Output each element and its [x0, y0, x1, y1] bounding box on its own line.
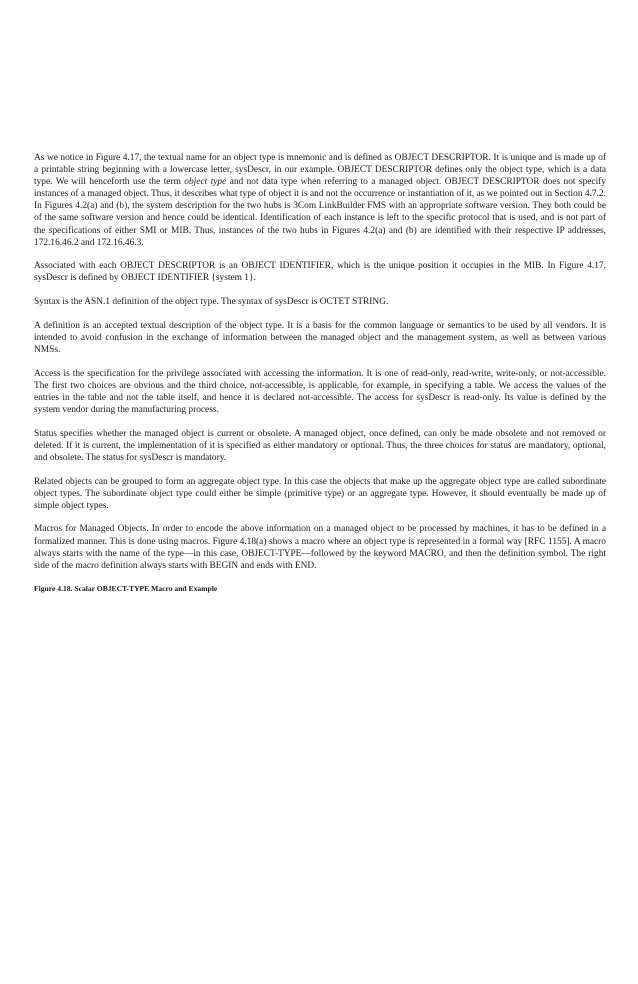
- paragraph-access: Access is the specification for the privilege associated with accessing the information. It is one of read-only, read-write, write-only, or not-accessible. The first two choices are obvious and the third choice, not-accessible, is applicable, for example, in specifying a table. We access the values of the entries in the table and not the table itself, and hence it is declared not-accessible. The access for sysDescr is read-only. Its value is defined by the system vendor during the manufacturing process.: [34, 368, 606, 415]
- document-body: [34, 152, 606, 607]
- paragraph-definition: A definition is an accepted textual description of the object type. It is a basis for the common language or semantics to be used by all vendors. It is intended to avoid confusion in the exchange of information between the managed object and the management system, as well as between various NMSs.: [34, 320, 606, 355]
- paragraph-object-identifier: Associated with each OBJECT DESCRIPTOR is an OBJECT IDENTIFIER, which is the unique position it occupies in the MIB. In Figure 4.17, sysDescr is defined by OBJECT IDENTIFIER {system 1}.: [34, 261, 606, 284]
- paragraph-related-objects: Related objects can be grouped to form an aggregate object type. In this case the objects that make up the aggregate object type are called subordinate object types. The subordinate object type could either be simple (primitive type) or an aggregate type. However, it should eventually be made up of simple object types.: [34, 476, 606, 511]
- paragraph-object-descriptor-italic-term: object type: [184, 177, 227, 188]
- paragraph-object-descriptor-text-1: As we notice in Figure 4.17, the textual name for an object type is mnemonic and is defined as OBJECT DESCRIPTOR. It is unique and is made up of a printable string beginning with a lowercase letter, sysDescr, in our example. OBJECT DESCRIPTOR defines only the object type, which is a data type. We will henceforth use the term: [34, 153, 606, 188]
- paragraph-syntax: Syntax is the ASN.1 definition of the object type. The syntax of sysDescr is OCTET STRING.: [34, 297, 389, 308]
- paragraph-macros: Macros for Managed Objects. In order to encode the above information on a managed object to be processed by machines, it has to be defined in a formalized manner. This is done using macros. Figure 4.18(a) shows a macro where an object type is represented in a formal way [RFC 1155]. A macro always starts with the name of the type—in this case, OBJECT-TYPE—followed by the keyword MACRO, and then the definition symbol. The right side of the macro definition always starts with BEGIN and ends with END.: [34, 524, 606, 571]
- paragraph-object-descriptor-text-2: and not data type when referring to a managed object. OBJECT DESCRIPTOR does not specify instances of a managed object. Thus, it describes what type of object it is and not the occurrence or instantiation of it, as we pointed out in Section 4.7.2. In Figures 4.2(a) and (b), the system description for the two hubs is 3Com LinkBuilder FMS with an appropriate software version. They both could be of the same software version and hence could be identical. Identification of each instance is left to the specific protocol that is used, and is not part of the specifications of either SMI or MIB. Thus, instances of the two hubs in Figures 4.2(a) and (b) are identified with their respective IP addresses, 172.16.46.2 and 172.16.46.3.: [34, 177, 606, 248]
- paragraph-object-descriptor: [34, 152, 606, 249]
- figure-caption: Figure 4.18. Scalar OBJECT-TYPE Macro and Example: [34, 584, 218, 594]
- paragraph-status: Status specifies whether the managed object is current or obsolete. A managed object, once defined, can only be made obsolete and not removed or deleted. If it is current, the implementation of it is specified as either mandatory or optional. Thus, the three choices for status are mandatory, optional, and obsolete. The status for sysDescr is mandatory.: [34, 428, 606, 463]
